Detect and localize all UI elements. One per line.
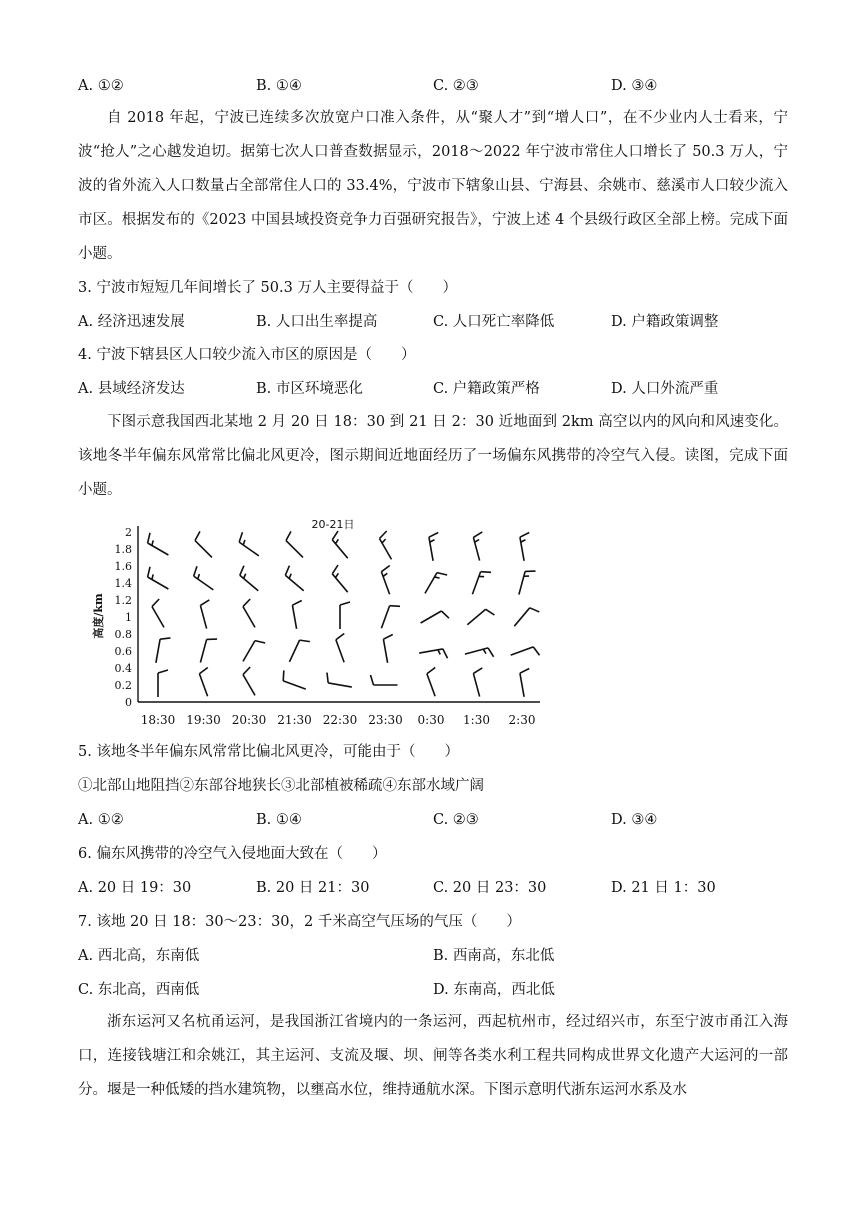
wind-barb-stroke bbox=[521, 540, 526, 542]
prev-option-b: B. ①④ bbox=[256, 78, 302, 94]
q5-option-d: D. ③④ bbox=[611, 812, 658, 828]
wind-barb-stroke bbox=[383, 634, 392, 639]
wind-barb-stroke bbox=[473, 532, 482, 537]
y-tick-label: 0.2 bbox=[114, 679, 132, 692]
wind-barb-stroke bbox=[390, 606, 400, 607]
wind-barb-stroke bbox=[285, 566, 289, 576]
wind-barb-stroke bbox=[332, 531, 338, 540]
wind-barb-stroke bbox=[199, 667, 207, 673]
passage-ningbo: 自 2018 年起，宁波已连续多次放宽户口准入条件，从“聚人才”到“增人口”，在不少业内人士看来，宁波“抢人”之心越发迫切。据第七次人口普查数据显示，2018～2022 年宁波市常住人口增长了 50.3 万人，宁波的省外流入人口数量占全部常住人口的 33.4%，宁波市下辖象山县、宁海县、余姚市、慈溪市人口较少流入市区。根据发布的《2023 中国县域投资竞争力百强研究报告》，宁波上述 4 个县级行政区全部上榜。完成下面小题。 bbox=[78, 110, 788, 262]
wind-barb bbox=[327, 673, 352, 688]
q7-option-b: B. 西南高，东北低 bbox=[433, 948, 555, 964]
wind-barb-stroke bbox=[156, 639, 160, 663]
wind-barb bbox=[473, 668, 482, 697]
wind-barb bbox=[243, 641, 265, 662]
q3-option-b: B. 人口出生率提高 bbox=[256, 314, 378, 330]
wind-barb bbox=[519, 571, 536, 594]
wind-barb-stroke bbox=[255, 641, 265, 643]
q4-option-c: C. 户籍政策严格 bbox=[433, 381, 540, 397]
wind-barb bbox=[383, 634, 392, 662]
x-tick-label: 23:30 bbox=[368, 713, 403, 727]
wind-barb-stroke bbox=[383, 573, 387, 576]
wind-barb-stroke bbox=[327, 673, 328, 683]
wind-barb bbox=[200, 639, 217, 662]
wind-barb-stroke bbox=[467, 609, 485, 624]
q3-option-a: A. 经济迅速发展 bbox=[78, 314, 185, 330]
wind-barb-stroke bbox=[380, 531, 387, 539]
wind-barb bbox=[473, 532, 482, 561]
y-tick-label: 1 bbox=[125, 611, 132, 624]
y-tick-label: 2 bbox=[125, 526, 132, 539]
wind-barb bbox=[467, 609, 494, 624]
wind-barb-stroke bbox=[289, 640, 299, 662]
wind-barb-stroke bbox=[243, 607, 255, 628]
prev-option-c: C. ②③ bbox=[433, 78, 479, 94]
q3-option-d: D. 户籍政策调整 bbox=[611, 314, 719, 330]
wind-barb bbox=[239, 532, 259, 556]
wind-barb-stroke bbox=[286, 541, 303, 558]
x-tick-label: 22:30 bbox=[322, 713, 358, 727]
q7-option-c: C. 东北高，西南低 bbox=[78, 982, 200, 998]
q5-choices: ①北部山地阻挡②东部谷地狭长③北部植被稀疏④东部水域广阔 bbox=[78, 778, 484, 794]
wind-barb-stroke bbox=[427, 674, 435, 697]
wind-barb-stroke bbox=[148, 577, 169, 589]
wind-barb bbox=[292, 600, 301, 628]
y-tick-label: 1.2 bbox=[114, 594, 132, 607]
wind-barb-stroke bbox=[511, 647, 534, 655]
wind-barb-stroke bbox=[160, 638, 170, 639]
wind-barb-stroke bbox=[332, 574, 347, 592]
wind-barb-stroke bbox=[158, 670, 168, 673]
wind-barb-stroke bbox=[427, 667, 435, 673]
wind-barb-stroke bbox=[443, 649, 448, 658]
wind-barb bbox=[371, 675, 398, 685]
wind-barb bbox=[381, 565, 389, 594]
q5-option-c: C. ②③ bbox=[433, 812, 479, 828]
wind-barb-stroke bbox=[243, 667, 250, 675]
wind-barb bbox=[289, 640, 309, 662]
wind-barb-svg bbox=[88, 516, 548, 734]
question-3: 3. 宁波市短短几年间增长了 50.3 万人主要得益于（ ） bbox=[78, 280, 457, 296]
y-axis-label: 高度/km bbox=[92, 593, 105, 639]
q6-option-d: D. 21 日 1：30 bbox=[611, 880, 716, 896]
wind-barb-stroke bbox=[332, 565, 338, 574]
wind-barb-stroke bbox=[243, 675, 255, 696]
wind-barb-stroke bbox=[530, 608, 540, 612]
wind-barb-stroke bbox=[430, 540, 435, 542]
wind-barb-stroke bbox=[483, 649, 486, 653]
wind-barb-stroke bbox=[371, 675, 374, 685]
wind-barb-stroke bbox=[425, 573, 437, 594]
wind-barb-stroke bbox=[239, 532, 242, 542]
wind-barb bbox=[381, 606, 400, 629]
wind-barb-stroke bbox=[240, 575, 258, 590]
wind-barb bbox=[427, 667, 435, 696]
x-tick-label: 19:30 bbox=[186, 713, 221, 727]
wind-barb bbox=[148, 533, 169, 555]
wind-barb bbox=[152, 599, 164, 627]
y-tick-label: 1.6 bbox=[114, 560, 132, 573]
wind-barb-stroke bbox=[380, 539, 392, 560]
q4-option-d: D. 人口外流严重 bbox=[611, 381, 719, 397]
wind-barb-stroke bbox=[195, 541, 212, 558]
wind-barb-stroke bbox=[533, 647, 539, 655]
wind-barb bbox=[520, 668, 529, 696]
chart-title: 20-21日 bbox=[311, 518, 355, 531]
wind-barb-stroke bbox=[286, 531, 291, 540]
wind-barb bbox=[332, 531, 347, 558]
wind-barb-stroke bbox=[199, 674, 207, 697]
wind-barb bbox=[285, 566, 303, 591]
wind-barb bbox=[429, 532, 438, 560]
wind-barb-stroke bbox=[194, 576, 214, 590]
passage-canal: 浙东运河又名杭甬运河，是我国浙江省境内的一条运河，西起杭州市，经过绍兴市，东至宁波市甬江入海口，连接钱塘江和余姚江，其主运河、支流及堰、坝、闸等各类水利工程共同构成世界文化遗产大运河的一部分。堰是一种低矮的挡水建筑物，以壅高水位，维持通航水深。下图示意明代浙东运河水系及水 bbox=[78, 1014, 788, 1098]
question-7: 7. 该地 20 日 18：30～23：30，2 千米高空气压场的气压（ ） bbox=[78, 914, 521, 930]
y-tick-label: 0 bbox=[125, 696, 132, 709]
q5-option-b: B. ①④ bbox=[256, 812, 302, 828]
passage-wind: 下图示意我国西北某地 2 月 20 日 18：30 到 21 日 2：30 近地面到 2km 高空以内的风向和风速变化。该地冬半年偏东风常常比偏北风更冷，图示期间近地面经历了一场偏东风携带的冷空气入侵。读图，完成下面小题。 bbox=[78, 414, 788, 498]
wind-barb bbox=[148, 567, 169, 589]
wind-barb-stroke bbox=[421, 611, 442, 623]
q7-option-a: A. 西北高，东南低 bbox=[78, 948, 200, 964]
wind-barb-stroke bbox=[336, 640, 344, 663]
wind-barb-stroke bbox=[488, 648, 493, 657]
wind-barb-stroke bbox=[383, 639, 387, 663]
wind-barb-stroke bbox=[472, 572, 480, 595]
wind-barb bbox=[419, 649, 447, 658]
y-tick-label: 0.6 bbox=[114, 645, 132, 658]
wind-barb-stroke bbox=[336, 573, 339, 577]
wind-barb-stroke bbox=[200, 600, 209, 605]
wind-barb-stroke bbox=[429, 532, 438, 537]
q6-option-a: A. 20 日 19：30 bbox=[78, 880, 192, 896]
q5-option-a: A. ①② bbox=[78, 812, 124, 828]
wind-barb bbox=[200, 600, 209, 629]
wind-barb-stroke bbox=[475, 539, 479, 542]
wind-barb-stroke bbox=[300, 640, 310, 642]
wind-barb-stroke bbox=[520, 532, 529, 537]
wind-barb-stroke bbox=[481, 572, 491, 573]
wind-barb-stroke bbox=[152, 574, 153, 579]
wind-barb bbox=[520, 532, 529, 560]
wind-barb-stroke bbox=[381, 606, 389, 629]
wind-barb-stroke bbox=[441, 611, 449, 618]
wind-barb-stroke bbox=[152, 599, 159, 607]
wind-barb-stroke bbox=[283, 670, 284, 680]
x-tick-label: 21:30 bbox=[277, 713, 312, 727]
wind-barb bbox=[340, 602, 350, 629]
question-4: 4. 宁波下辖县区人口较少流入市区的原因是（ ） bbox=[78, 347, 416, 363]
wind-barb-stroke bbox=[195, 531, 200, 540]
wind-barb bbox=[286, 531, 303, 557]
wind-barb-stroke bbox=[520, 673, 524, 697]
wind-barb-stroke bbox=[243, 540, 245, 545]
wind-barb-stroke bbox=[243, 641, 255, 662]
wind-barb-stroke bbox=[486, 609, 495, 615]
x-tick-label: 18:30 bbox=[140, 713, 176, 727]
wind-barb-stroke bbox=[148, 533, 150, 543]
y-tick-label: 1.8 bbox=[114, 543, 132, 556]
prev-option-a: A. ①② bbox=[78, 78, 124, 94]
wind-barb bbox=[199, 667, 207, 696]
wind-barb-stroke bbox=[292, 600, 301, 605]
wind-barb-stroke bbox=[240, 566, 244, 576]
wind-barb bbox=[421, 611, 449, 623]
y-tick-label: 0.4 bbox=[114, 662, 132, 675]
wind-barb bbox=[472, 572, 491, 595]
wind-barb-stroke bbox=[194, 566, 197, 576]
wind-barb bbox=[194, 566, 214, 590]
wind-barb-stroke bbox=[437, 573, 447, 575]
wind-barb-stroke bbox=[340, 602, 350, 605]
q6-option-c: C. 20 日 23：30 bbox=[433, 880, 547, 896]
wind-barb bbox=[465, 648, 494, 657]
wind-barb-stroke bbox=[148, 567, 150, 577]
question-6: 6. 偏东风携带的冷空气入侵地面大致在（ ） bbox=[78, 846, 387, 862]
wind-barb bbox=[156, 638, 171, 663]
wind-barb-stroke bbox=[289, 574, 291, 579]
wind-barb-chart bbox=[88, 516, 548, 734]
wind-barb-stroke bbox=[283, 681, 306, 689]
wind-barb-stroke bbox=[435, 577, 440, 578]
wind-barb bbox=[158, 670, 168, 697]
y-tick-label: 1.4 bbox=[114, 577, 132, 590]
q3-option-c: C. 人口死亡率降低 bbox=[433, 314, 555, 330]
q4-option-b: B. 市区环境恶化 bbox=[256, 381, 363, 397]
y-tick-label: 0.8 bbox=[114, 628, 132, 641]
wind-barb-stroke bbox=[200, 605, 206, 628]
wind-barb-stroke bbox=[332, 540, 347, 558]
wind-barb bbox=[283, 670, 306, 689]
wind-barb-stroke bbox=[381, 565, 389, 571]
x-tick-label: 0:30 bbox=[417, 713, 445, 727]
wind-barb-stroke bbox=[336, 539, 339, 543]
wind-barb-stroke bbox=[473, 673, 479, 696]
wind-barb-stroke bbox=[520, 668, 529, 673]
wind-barb-stroke bbox=[438, 650, 440, 655]
wind-barb-stroke bbox=[292, 605, 296, 629]
wind-barb-stroke bbox=[239, 542, 259, 556]
wind-barb-stroke bbox=[336, 633, 344, 639]
wind-barb bbox=[332, 565, 347, 592]
wind-barb-stroke bbox=[200, 639, 206, 662]
question-5: 5. 该地冬半年偏东风常常比偏北风更冷，可能由于（ ） bbox=[78, 744, 459, 760]
wind-barb-stroke bbox=[285, 575, 303, 590]
wind-barb bbox=[514, 608, 539, 626]
wind-barb-stroke bbox=[148, 543, 169, 555]
wind-barb-stroke bbox=[152, 540, 153, 545]
wind-barb bbox=[511, 647, 540, 655]
prev-option-d: D. ③④ bbox=[611, 78, 658, 94]
x-tick-label: 1:30 bbox=[463, 713, 490, 727]
wind-barb bbox=[243, 667, 255, 695]
x-tick-label: 2:30 bbox=[508, 713, 536, 727]
wind-barb-stroke bbox=[514, 608, 529, 626]
wind-barb-stroke bbox=[382, 539, 386, 543]
wind-barb-stroke bbox=[152, 607, 164, 628]
wind-barb bbox=[425, 573, 447, 594]
x-tick-label: 20:30 bbox=[231, 713, 267, 727]
wind-barb bbox=[336, 633, 344, 662]
wind-barb-stroke bbox=[243, 599, 250, 607]
wind-barb-stroke bbox=[519, 571, 525, 594]
wind-barb bbox=[380, 531, 392, 559]
wind-barb bbox=[195, 531, 212, 557]
wind-barb bbox=[240, 566, 258, 591]
wind-barb-stroke bbox=[328, 683, 352, 687]
q7-option-d: D. 东南高，西北低 bbox=[433, 982, 555, 998]
wind-barb bbox=[243, 599, 255, 627]
wind-barb-stroke bbox=[198, 574, 200, 579]
wind-barb-stroke bbox=[244, 574, 246, 579]
q4-option-a: A. 县域经济发达 bbox=[78, 381, 185, 397]
wind-barb-stroke bbox=[473, 668, 482, 673]
q6-option-b: B. 20 日 21：30 bbox=[256, 880, 370, 896]
